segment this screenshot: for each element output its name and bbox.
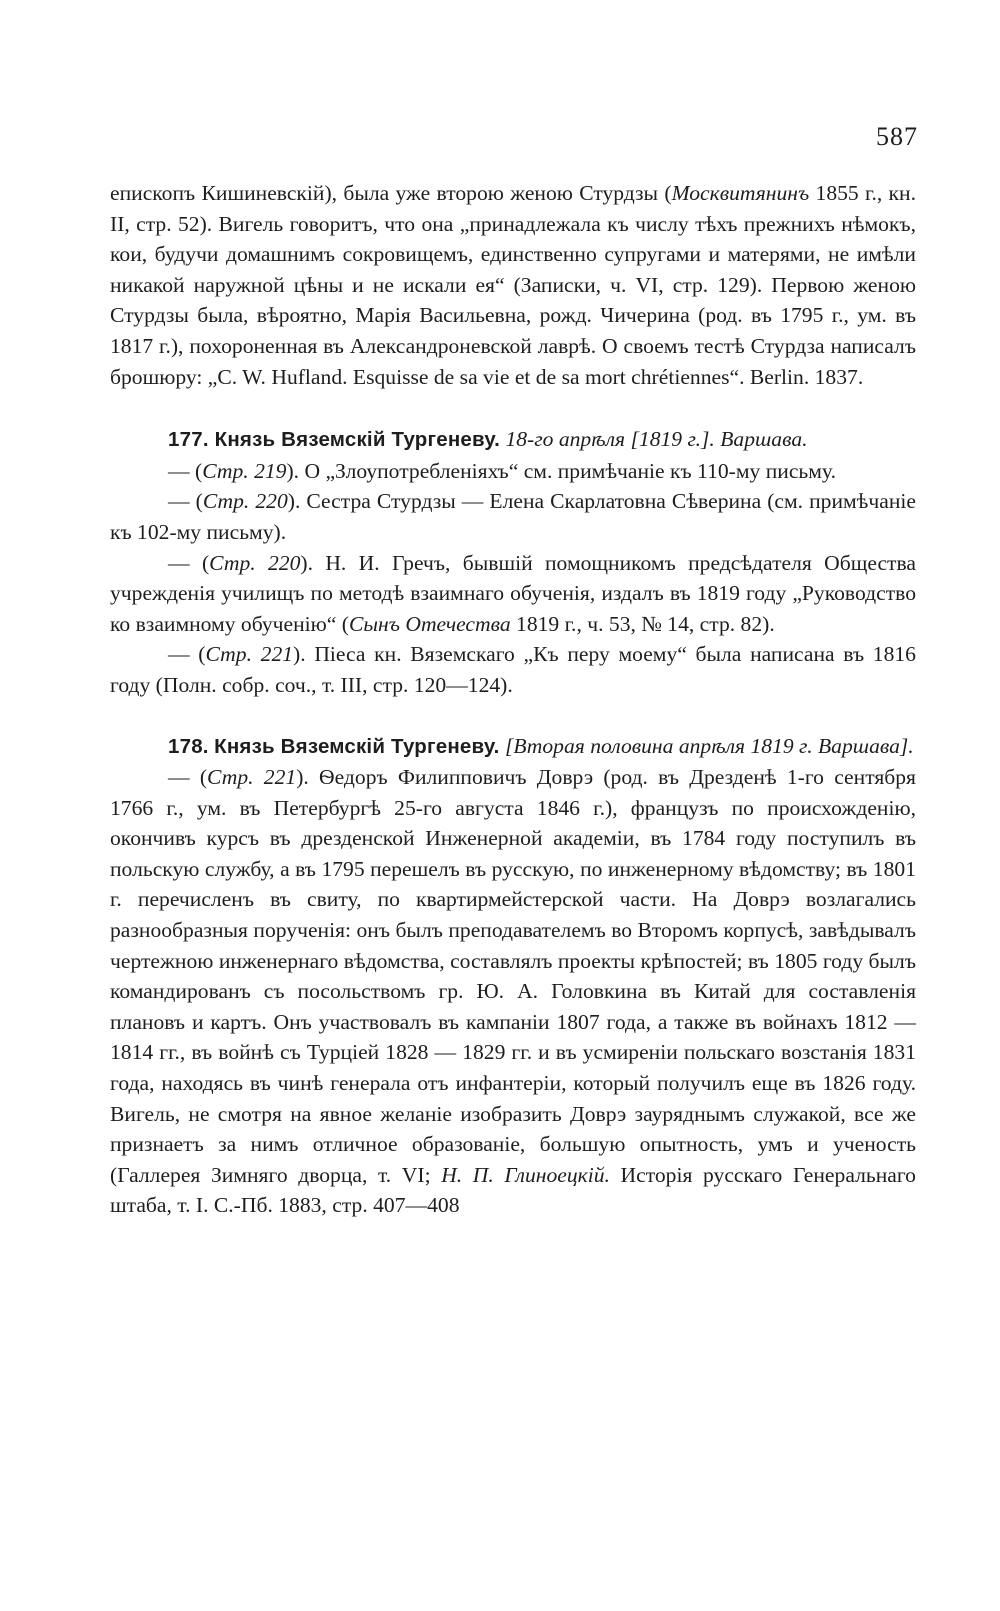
page-ref: Стр. 220: [209, 550, 301, 575]
note-paragraph: [110, 456, 916, 487]
letter-date: 18-го апрѣля [1819 г.]. Варшава.: [505, 427, 808, 452]
note-text: ). Н. И. Гречъ, бывшій помощникомъ предсѣдателя Общества учрежденія училищъ по методѣ взаимнаго обученія, издалъ въ 1819 году „Руководство ко взаимному обученію“ (: [110, 550, 916, 636]
letter-178-heading: [110, 731, 916, 763]
page-ref: Стр. 221: [205, 642, 294, 667]
note-text: Исторія русскаго Генеральнаго штаба, т. I. С.-Пб. 1883, стр. 407—408: [110, 1162, 916, 1218]
note-dash: — (: [168, 550, 210, 575]
note-text: ). Сестра Стурдзы — Елена Скарлатовна Сѣверина (см. примѣчаніе къ 102-му письму).: [110, 489, 916, 544]
note-text: ). Ѳедоръ Филипповичъ Доврэ (род. въ Дрезденѣ 1-го сентября 1766 г., ум. въ Петербургѣ 25-го августа 1846 г.), французъ по происхожденію, окончивъ курсъ въ дрезденской Инженерной академіи, въ 1784 году поступилъ въ польскую службу, а въ 1795 перешелъ въ русскую, по инженерному вѣдомству; въ 1801 г. перечисленъ въ свиту, по квартирмейстерской части. На Доврэ возлагались разнообразныя порученія: онъ былъ преподавателемъ во Второмъ корпусѣ, завѣдывалъ чертежною инженернаго вѣдомства, составлялъ проекты крѣпостей; въ 1805 году былъ командированъ съ посольствомъ гр. Ю. А. Головкина въ Китай для составленія плановъ и картъ. Онъ участвовалъ въ кампаніи 1807 года, а также въ войнахъ 1812 — 1814 гг., въ войнѣ съ Турціей 1828 — 1829 гг. и въ усмиреніи польскаго возстанія 1831 года, находясь въ чинѣ генерала отъ инфантеріи, который получилъ еще въ 1826 году. Вигель, не смотря на явное желаніе изобразить Доврэ зауряднымъ служакой, все же признаетъ за нимъ отличное образованіе, большую опытность, умъ и ученость (Галлерея Зимняго дворца, т. VI;: [110, 765, 916, 1187]
note-paragraph: [110, 762, 916, 1221]
letter-177-heading: 177. Князь Вяземскій Тургеневу. 18-го апрѣля [1819 г.]. Варшава.: [168, 427, 808, 452]
intro-paragraph: [110, 178, 916, 392]
note-paragraph: [110, 639, 916, 700]
note-dash: — (: [168, 458, 203, 483]
note-dash: — (: [168, 642, 206, 667]
note-paragraph: [110, 486, 916, 547]
intro-text: 1855 г., кн. II, стр. 52). Вигель говоритъ, что она „принадлежала къ числу тѣхъ прежнихъ нѣмокъ, кои, будучи домашнимъ сокровищемъ, единственно супругами и матерями, не имѣли никакой наружной цѣны и не искали ея“ (Записки, ч. VI, стр. 129). Первою женою Стурдзы была, вѣроятно, Марія Васильевна, рожд. Чичерина (род. въ 1795 г., ум. въ 1817 г.), похороненная въ Александроневской лаврѣ. О своемъ тестѣ Стурдза написалъ брошюру: „C. W. Hufland. Esquisse de sa vie et de sa mort chrétiennes“. Berlin. 1837.: [110, 181, 916, 389]
note-dash: — (: [168, 765, 208, 790]
note-text: ). Піеса кн. Вяземскаго „Къ перу моему“ была написана въ 1816 году (Полн. собр. соч., т. III, стр. 120—124).: [110, 642, 916, 697]
source-title: Сынъ Отечества: [349, 611, 511, 636]
letter-date: [Вторая половина апрѣля 1819 г. Варшава].: [504, 733, 914, 758]
author-name: Н. П. Глиноецкій.: [441, 1162, 610, 1187]
note-dash: — (: [168, 489, 203, 514]
letter-number: 177: [168, 428, 203, 452]
source-title: Москвитянинъ: [671, 181, 810, 205]
note-text: ). О „Злоупотребленіяхъ“ см. примѣчаніе къ 110-му письму.: [286, 458, 836, 483]
page-body: [110, 178, 916, 1221]
page-ref: Стр. 221: [207, 765, 297, 790]
page-ref: Стр. 220: [202, 489, 288, 514]
note-text: 1819 г., ч. 53, № 14, стр. 82).: [510, 611, 775, 636]
page-ref: Стр. 219: [202, 458, 287, 483]
note-paragraph: [110, 548, 916, 640]
letter-title: Князь Вяземскій Тургеневу.: [214, 428, 501, 452]
intro-text: епископъ Кишиневскій), была уже второю женою Стурдзы (: [110, 181, 672, 205]
letter-number: 178.: [168, 734, 209, 758]
page-number: 587: [876, 122, 918, 151]
letter-title: Князь Вяземскій Тургеневу.: [214, 734, 500, 758]
